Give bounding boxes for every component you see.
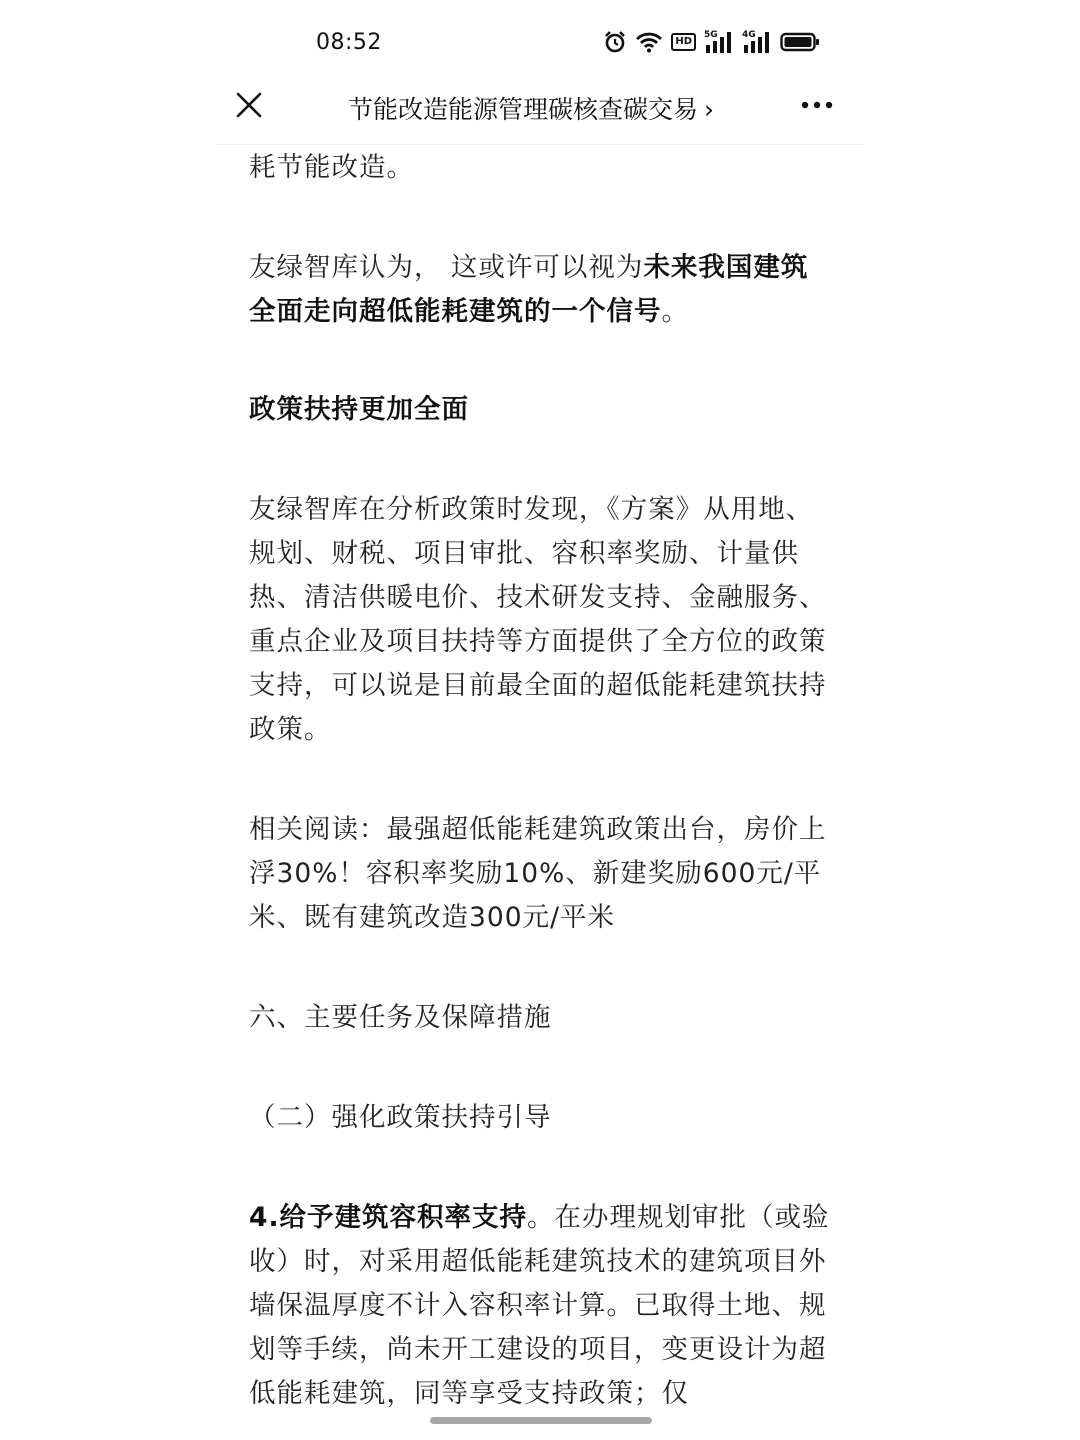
- article-body: [249, 146, 834, 1416]
- paragraph-5: 六、主要任务及保障措施: [249, 1002, 552, 1033]
- more-icon: [800, 92, 834, 118]
- wifi-icon: [635, 31, 663, 53]
- paragraph-2-text: 友绿智库认为， 这或许可以视为: [249, 252, 644, 283]
- signal-5g-label: 5G: [704, 30, 718, 40]
- close-button[interactable]: [234, 90, 264, 120]
- paragraph-2-bold: 未来我国建筑全面走向超低能耗建筑的一个信号: [249, 252, 809, 327]
- section-heading-text: 政策扶持更加全面: [249, 394, 469, 425]
- section-heading: [249, 388, 834, 432]
- related-reading[interactable]: 相关阅读：最强超低能耗建筑政策出台，房价上浮30%！容积率奖励10%、新建奖励600元/平米、既有建筑改造300元/平米: [249, 814, 827, 933]
- paragraph-2-end: 。: [661, 296, 689, 327]
- status-icons: [603, 28, 820, 56]
- paragraph-1: 耗节能改造。: [249, 152, 414, 183]
- home-indicator[interactable]: [430, 1417, 652, 1424]
- hd-badge: HD: [671, 33, 696, 51]
- battery-icon: [780, 32, 820, 52]
- signal-4g-icon: [742, 30, 772, 54]
- page-title[interactable]: [348, 90, 714, 126]
- paragraph-7-text: 。在办理规划审批（或验收）时，对采用超低能耗建筑技术的建筑项目外墙保温厚度不计入容积率计算。已取得土地、规划等手续，尚未开工建设的项目，变更设计为超低能耗建筑，同等享受支持政策；仅: [249, 1202, 830, 1409]
- alarm-icon: [603, 30, 627, 54]
- chevron-right-icon: ›: [704, 95, 715, 124]
- nav-bar: [216, 66, 864, 145]
- signal-4g-label: 4G: [742, 30, 756, 40]
- paragraph-6: （二）强化政策扶持引导: [249, 1102, 552, 1133]
- more-button[interactable]: [800, 92, 834, 118]
- page-title-text: 节能改造能源管理碳核查碳交易: [348, 95, 699, 124]
- paragraph-7: [249, 1196, 834, 1416]
- status-time: 08:52: [316, 30, 382, 55]
- signal-5g-icon: [704, 30, 734, 54]
- paragraph-2: [249, 246, 834, 334]
- paragraph-7-bold: 4.给予建筑容积率支持: [249, 1202, 528, 1233]
- close-icon: [234, 90, 264, 120]
- phone-screen: [216, 0, 864, 1440]
- paragraph-3: 友绿智库在分析政策时发现，《方案》从用地、规划、财税、项目审批、容积率奖励、计量供热、清洁供暖电价、技术研发支持、金融服务、重点企业及项目扶持等方面提供了全方位的政策支持，可以说是目前最全面的超低能耗建筑扶持政策。: [249, 494, 827, 745]
